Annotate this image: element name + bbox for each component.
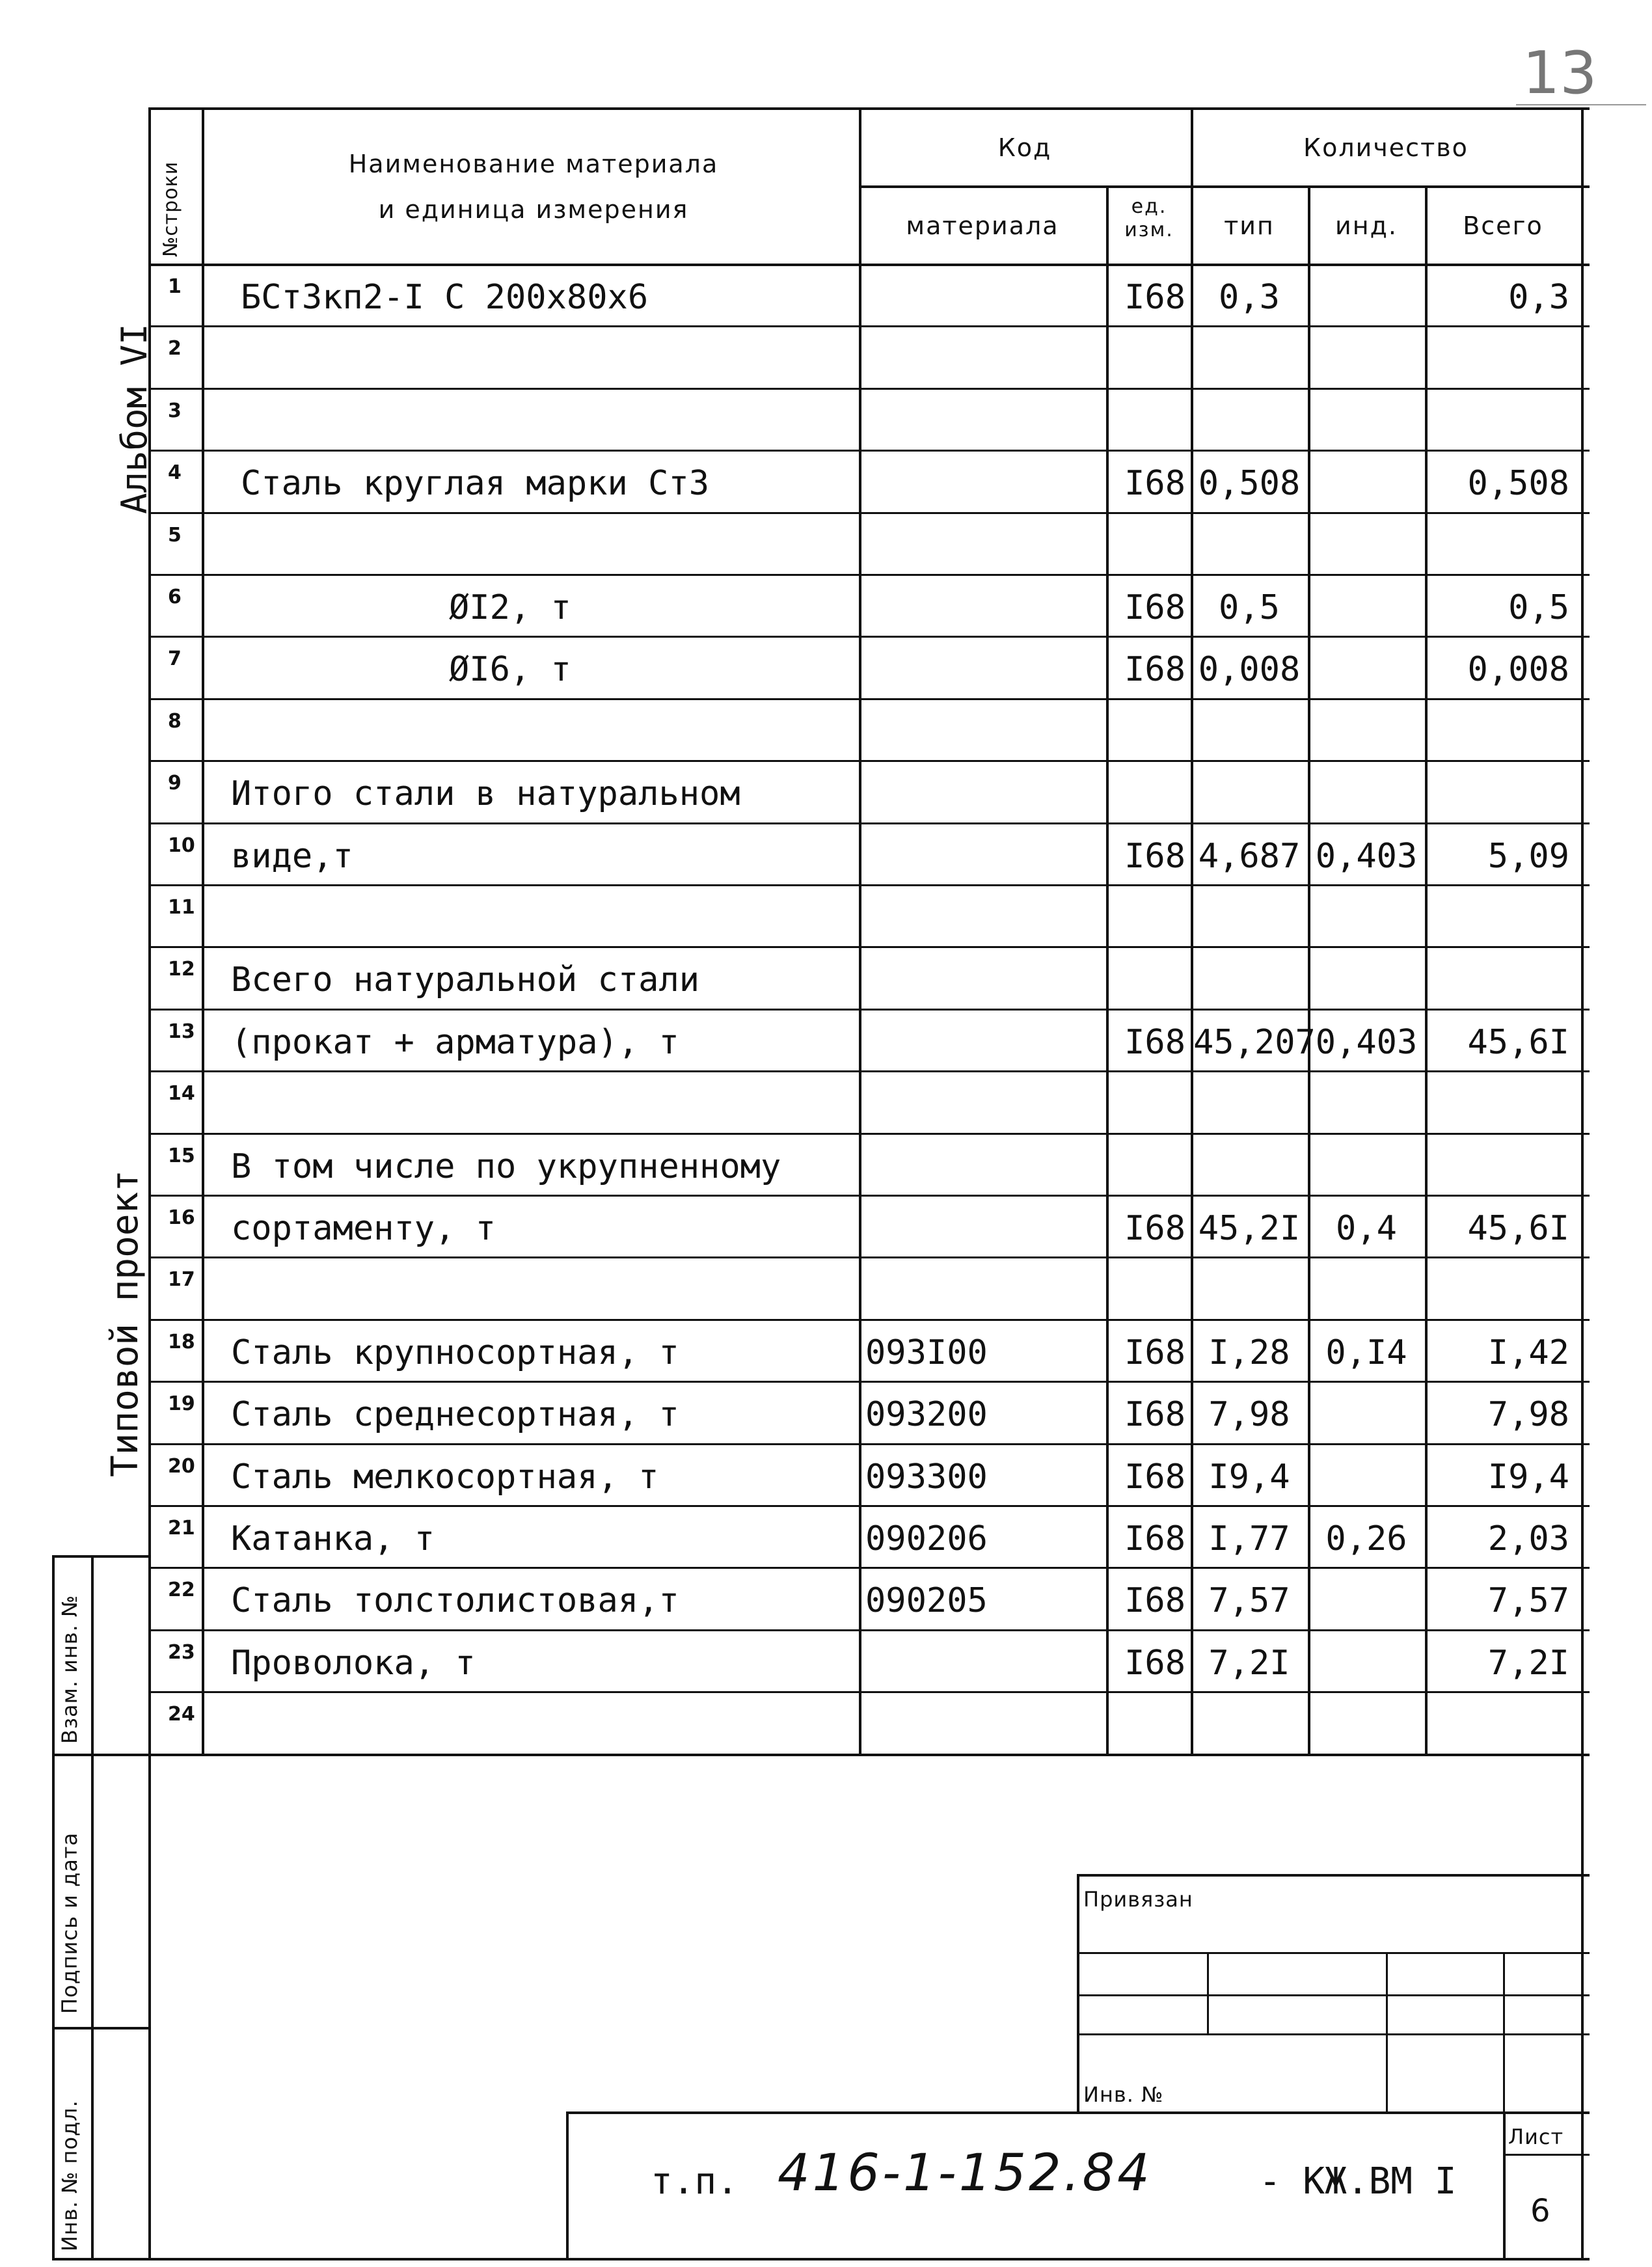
stamp-left — [1077, 1874, 1079, 2111]
row-separator — [148, 1691, 1590, 1693]
row-separator — [148, 1195, 1590, 1197]
row-code: 090205 — [865, 1581, 988, 1621]
table-top-border — [148, 107, 1590, 110]
row-unit: I68 — [1124, 464, 1185, 504]
row-unit: I68 — [1124, 1022, 1185, 1062]
row-separator — [148, 1070, 1590, 1072]
row-separator — [148, 760, 1590, 762]
row-separator — [148, 450, 1590, 452]
row-total: 0,508 — [1467, 464, 1569, 504]
row-number: 6 — [168, 586, 182, 608]
ind-column-line — [1308, 185, 1310, 1754]
row-total: 45,6I — [1467, 1209, 1569, 1248]
header-quantity: Количество — [1303, 133, 1469, 162]
row-total: 0,3 — [1508, 278, 1569, 317]
right-border — [1581, 107, 1584, 2258]
row-separator — [148, 884, 1590, 886]
side-vzam-label: Взам. инв. № — [57, 1594, 82, 1744]
stamp-main-top — [566, 2111, 1590, 2114]
row-name: Сталь среднесортная, т — [231, 1395, 679, 1435]
row-total: I9,4 — [1487, 1457, 1569, 1497]
side-strip-inner — [91, 1555, 94, 2258]
row-type: I,28 — [1208, 1333, 1290, 1372]
row-separator — [148, 1256, 1590, 1258]
row-unit: I68 — [1124, 588, 1185, 627]
row-separator — [148, 636, 1590, 638]
side-inv-podl-label: Инв. № подл. — [57, 2100, 82, 2251]
row-ind: 0,26 — [1325, 1519, 1407, 1558]
row-separator — [148, 822, 1590, 824]
row-number: 15 — [168, 1144, 195, 1167]
row-unit: I68 — [1124, 278, 1185, 317]
row-separator — [148, 512, 1590, 514]
row-name: ØI6, т — [449, 650, 571, 690]
row-type: 0,5 — [1219, 588, 1280, 627]
row-ind: 0,403 — [1315, 836, 1418, 876]
header-row-number: №строки — [159, 161, 182, 257]
row-code: 093300 — [865, 1457, 988, 1497]
row-number: 5 — [168, 523, 182, 547]
row-total: 0,008 — [1467, 650, 1569, 690]
header-bottom-border — [148, 264, 1590, 266]
row-name: сортаменту, т — [231, 1209, 496, 1248]
row-total: I,42 — [1487, 1333, 1569, 1372]
row-separator — [148, 1381, 1590, 1383]
row-number: 19 — [168, 1392, 195, 1416]
row-separator — [148, 388, 1590, 390]
row-separator — [148, 1567, 1590, 1569]
side-album-label: Альбом VI — [114, 323, 155, 514]
row-type: I,77 — [1208, 1519, 1290, 1558]
row-unit: I68 — [1124, 1395, 1185, 1435]
row-ind: 0,403 — [1315, 1022, 1418, 1062]
stamp-line2 — [1077, 1994, 1590, 1996]
stamp-line1 — [1077, 1952, 1590, 1954]
row-type: I9,4 — [1208, 1457, 1290, 1497]
row-number: 2 — [168, 337, 182, 360]
row-number: 14 — [168, 1082, 195, 1106]
stamp-doc-code: - КЖ.ВМ I — [1259, 2160, 1457, 2203]
row-total: 7,2I — [1487, 1643, 1569, 1683]
row-type: 7,98 — [1208, 1395, 1290, 1435]
stamp-main-left — [566, 2111, 569, 2258]
row-separator — [148, 1629, 1590, 1631]
header-code: Код — [997, 133, 1052, 162]
row-total: 2,03 — [1487, 1519, 1569, 1558]
header-qty-total: Всего — [1463, 211, 1543, 240]
row-name: Катанка, т — [231, 1519, 435, 1558]
row-name: В том числе по укрупненному — [231, 1147, 781, 1186]
row-separator — [148, 946, 1590, 948]
header-name-line1: Наименование материала — [348, 150, 719, 178]
row-total: 7,98 — [1487, 1395, 1569, 1435]
stamp-list-label: Лист — [1508, 2124, 1564, 2149]
row-separator — [148, 1443, 1590, 1445]
row-name: Итого стали в натуральном — [231, 774, 740, 814]
row-number: 21 — [168, 1517, 195, 1540]
row-name: (прокат + арматура), т — [231, 1022, 679, 1062]
row-type: 0,008 — [1198, 650, 1301, 690]
row-ind: 0,I4 — [1325, 1333, 1407, 1372]
header-code-material: материала — [906, 211, 1059, 240]
row-number: 17 — [168, 1268, 195, 1292]
header-name-line2: и единица измерения — [378, 195, 689, 224]
stamp-top — [1077, 1874, 1590, 1877]
side-project-label: Типовой проект — [104, 1169, 146, 1477]
stamp-v2 — [1386, 1952, 1388, 2111]
row-number: 10 — [168, 834, 195, 857]
row-number: 12 — [168, 958, 195, 981]
total-column-line — [1425, 185, 1428, 1754]
row-number: 3 — [168, 399, 182, 422]
row-total: 5,09 — [1487, 836, 1569, 876]
row-total: 7,57 — [1487, 1581, 1569, 1621]
row-unit: I68 — [1124, 1457, 1185, 1497]
header-qty-ind: инд. — [1335, 211, 1398, 240]
stamp-v1 — [1207, 1952, 1209, 2033]
header-split-line — [859, 185, 1590, 188]
stamp-tp-prefix: т.п. — [651, 2160, 738, 2203]
stamp-v3 — [1503, 1952, 1505, 2111]
row-separator — [148, 1009, 1590, 1011]
stamp-tp-number: 416-1-152.84 — [778, 2144, 1152, 2203]
row-number: 22 — [168, 1579, 195, 1602]
row-type: 0,508 — [1198, 464, 1301, 504]
row-type: 4,687 — [1198, 836, 1301, 876]
row-unit: I68 — [1124, 1209, 1185, 1248]
row-type: 45,207 — [1193, 1022, 1316, 1062]
stamp-list-div — [1503, 2154, 1590, 2156]
corner-rule — [1516, 104, 1646, 105]
row-unit: I68 — [1124, 1333, 1185, 1372]
row-unit: I68 — [1124, 836, 1185, 876]
row-number: 9 — [168, 772, 182, 795]
row-code: 093I00 — [865, 1333, 988, 1372]
row-unit: I68 — [1124, 1519, 1185, 1558]
row-name: ØI2, т — [449, 588, 571, 627]
row-number: 1 — [168, 275, 182, 298]
row-separator — [148, 325, 1590, 327]
row-name: Сталь толстолистовая,т — [231, 1581, 679, 1621]
side-podpis-label: Подпись и дата — [57, 1832, 82, 2014]
side-strip-outer — [52, 1555, 55, 2258]
row-number: 4 — [168, 461, 182, 485]
row-number: 23 — [168, 1640, 195, 1664]
row-number: 20 — [168, 1454, 195, 1478]
row-separator — [148, 1319, 1590, 1321]
side-strip-div2 — [52, 2027, 150, 2029]
row-separator — [148, 1505, 1590, 1507]
row-number: 13 — [168, 1020, 195, 1043]
row-name: БСт3кп2-I С 200х80х6 — [241, 278, 649, 317]
row-number: 7 — [168, 647, 182, 671]
row-name: Всего натуральной стали — [231, 960, 700, 1000]
row-code: 090206 — [865, 1519, 988, 1558]
row-number: 18 — [168, 1330, 195, 1353]
row-separator — [148, 698, 1590, 700]
page-bottom-border — [52, 2258, 1590, 2260]
row-number: 24 — [168, 1703, 195, 1726]
side-strip-top — [52, 1555, 150, 1558]
row-name: Сталь круглая марки Ст3 — [241, 464, 710, 504]
row-name: Сталь крупносортная, т — [231, 1333, 679, 1372]
row-total: 0,5 — [1508, 588, 1569, 627]
header-code-unit: ед. изм. — [1124, 195, 1174, 241]
page-mark: 13 — [1523, 39, 1597, 107]
table-bottom-border — [148, 1754, 1590, 1756]
header-qty-type: тип — [1224, 211, 1275, 240]
stamp-list-number: 6 — [1530, 2193, 1550, 2229]
row-separator — [148, 1133, 1590, 1135]
row-number: 16 — [168, 1206, 195, 1229]
row-type: 7,2I — [1208, 1643, 1290, 1683]
stamp-list-left — [1503, 2111, 1506, 2258]
row-name: виде,т — [231, 836, 353, 876]
row-unit: I68 — [1124, 1643, 1185, 1683]
stamp-privyazan: Привязан — [1083, 1887, 1193, 1912]
row-type: 0,3 — [1219, 278, 1280, 317]
unit-column-line — [1106, 185, 1109, 1754]
row-total: 45,6I — [1467, 1022, 1569, 1062]
row-ind: 0,4 — [1336, 1209, 1397, 1248]
stamp-line3 — [1077, 2033, 1590, 2035]
row-separator — [148, 574, 1590, 576]
row-number: 11 — [168, 896, 195, 919]
row-name: Сталь мелкосортная, т — [231, 1457, 659, 1497]
row-unit: I68 — [1124, 650, 1185, 690]
stamp-inv-no: Инв. № — [1083, 2082, 1164, 2107]
row-code: 093200 — [865, 1395, 988, 1435]
row-type: 7,57 — [1208, 1581, 1290, 1621]
row-type: 45,2I — [1198, 1209, 1301, 1248]
row-number: 8 — [168, 709, 182, 733]
row-name: Проволока, т — [231, 1643, 476, 1683]
row-unit: I68 — [1124, 1581, 1185, 1621]
